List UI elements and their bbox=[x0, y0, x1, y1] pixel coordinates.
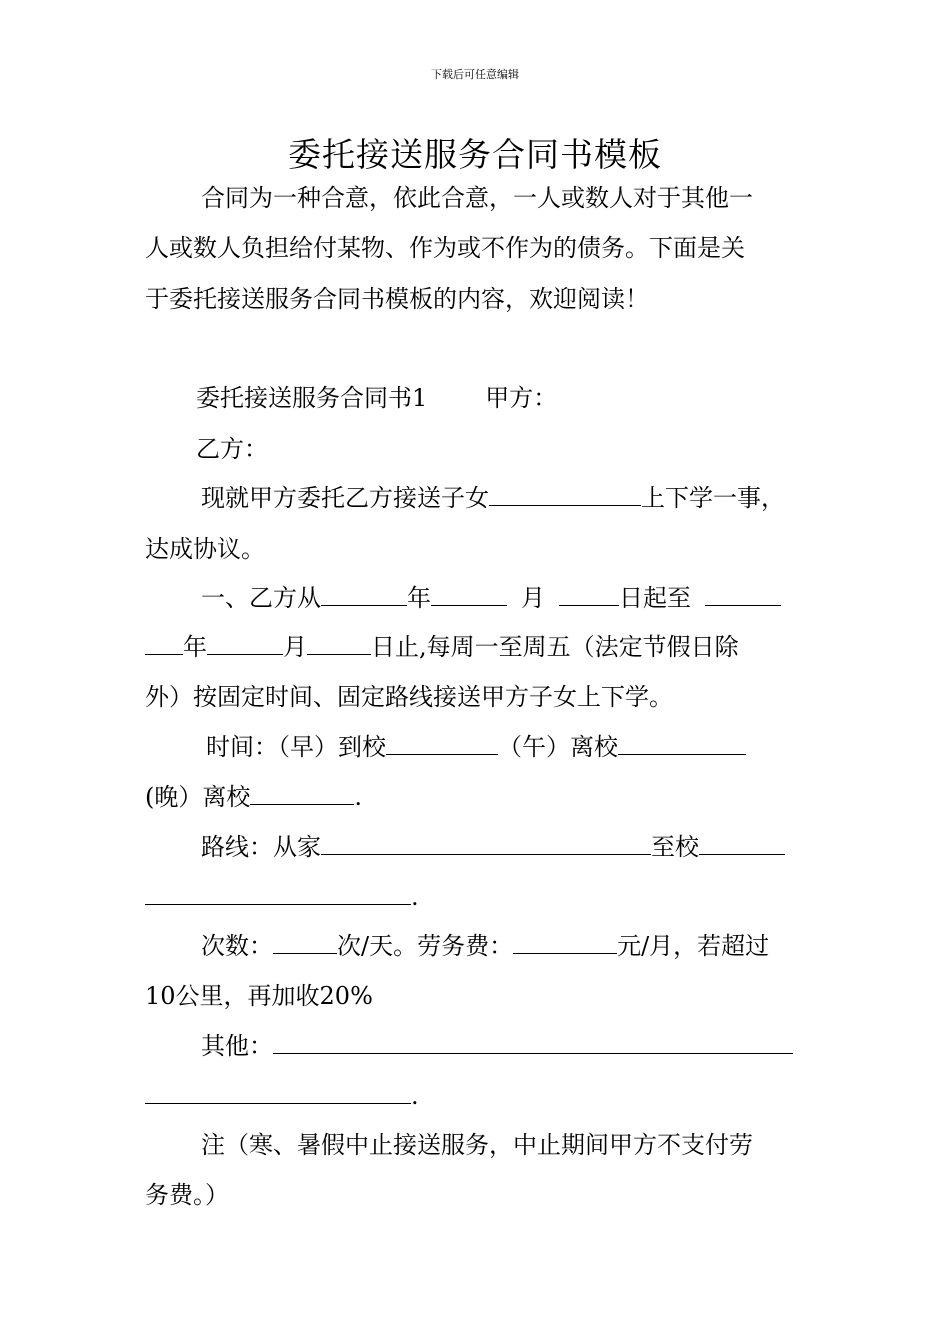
clause-intro-line-2: 达成协议。 bbox=[145, 535, 265, 563]
end-day-blank[interactable] bbox=[307, 632, 371, 655]
end-year-blank[interactable] bbox=[145, 632, 183, 655]
period: . bbox=[411, 883, 419, 911]
noon-time-blank[interactable] bbox=[618, 732, 746, 755]
count-blank[interactable] bbox=[273, 931, 337, 954]
year-label-2: 年 bbox=[183, 633, 207, 661]
note-line-1: 注（寒、暑假中止接送服务，中止期间甲方不支付劳 bbox=[201, 1131, 753, 1159]
start-year-blank[interactable] bbox=[321, 583, 407, 606]
clause-1-line-2 bbox=[145, 630, 739, 664]
day-to-label: 日止,每周一至周五（法定节假日除 bbox=[371, 633, 739, 661]
route-label: 路线：从家 bbox=[201, 833, 321, 861]
route-from-blank[interactable] bbox=[321, 832, 651, 855]
other-blank[interactable] bbox=[273, 1031, 793, 1054]
time-line-2 bbox=[145, 780, 362, 814]
intro-line-1: 合同为一种合意，依此合意，一人或数人对于其他一 bbox=[201, 184, 753, 212]
contract-heading: 委托接送服务合同书1 bbox=[196, 384, 428, 412]
clause-1-start: 一、乙方从 bbox=[201, 584, 321, 612]
intro-line-3: 于委托接送服务合同书模板的内容，欢迎阅读！ bbox=[145, 285, 649, 313]
clause-intro-text: 现就甲方委托乙方接送子女 bbox=[201, 484, 489, 512]
header-note: 下载后可任意编辑 bbox=[431, 68, 519, 81]
other-line-1 bbox=[201, 1029, 793, 1063]
morning-time-blank[interactable] bbox=[386, 732, 498, 755]
period: . bbox=[354, 783, 363, 811]
other-continued-blank[interactable] bbox=[145, 1081, 411, 1104]
count-line-2: 10公里，再加收20% bbox=[145, 982, 373, 1010]
child-name-blank[interactable] bbox=[489, 483, 641, 506]
period: . bbox=[411, 1082, 419, 1110]
clause-intro-text-end: 上下学一事， bbox=[641, 484, 785, 512]
intro-line-2: 人或数人负担给付某物、作为或不作为的债务。下面是关 bbox=[145, 234, 745, 262]
year-label: 年 bbox=[407, 584, 431, 612]
start-day-blank[interactable] bbox=[559, 583, 619, 606]
fee-unit: 元/月，若超过 bbox=[617, 932, 770, 960]
month-label-2: 月 bbox=[283, 633, 307, 661]
contract-heading-line bbox=[196, 381, 557, 415]
fee-blank[interactable] bbox=[513, 931, 617, 954]
end-date-blank[interactable] bbox=[705, 583, 781, 606]
evening-time-blank[interactable] bbox=[250, 782, 354, 805]
time-label: 时间：（早）到校 bbox=[206, 733, 386, 761]
noon-label: （午）离校 bbox=[498, 733, 618, 761]
route-continued-blank[interactable] bbox=[145, 882, 411, 905]
start-month-blank[interactable] bbox=[431, 583, 507, 606]
route-to-blank[interactable] bbox=[699, 832, 785, 855]
route-line-1 bbox=[201, 830, 785, 864]
clause-intro-line-1 bbox=[201, 481, 785, 515]
other-label: 其他： bbox=[201, 1032, 273, 1060]
other-line-2 bbox=[145, 1079, 419, 1113]
time-line-1 bbox=[206, 730, 746, 764]
clause-1-line-3: 外）按固定时间、固定路线接送甲方子女上下学。 bbox=[145, 683, 673, 711]
count-line-1 bbox=[201, 929, 769, 963]
count-unit: 次/天。劳务费： bbox=[337, 932, 514, 960]
evening-label: (晚）离校 bbox=[145, 783, 251, 811]
day-from-label: 日起至 bbox=[619, 584, 691, 612]
clause-1-line-1 bbox=[201, 581, 781, 615]
end-month-blank[interactable] bbox=[207, 632, 283, 655]
party-a-label: 甲方： bbox=[485, 384, 558, 412]
party-b-label: 乙方： bbox=[196, 435, 268, 463]
route-to-label: 至校 bbox=[651, 833, 699, 861]
count-label: 次数： bbox=[201, 932, 273, 960]
page-title: 委托接送服务合同书模板 bbox=[288, 135, 662, 174]
route-line-2 bbox=[145, 880, 419, 914]
note-line-2: 务费。） bbox=[145, 1181, 229, 1209]
month-label: 月 bbox=[521, 584, 545, 612]
